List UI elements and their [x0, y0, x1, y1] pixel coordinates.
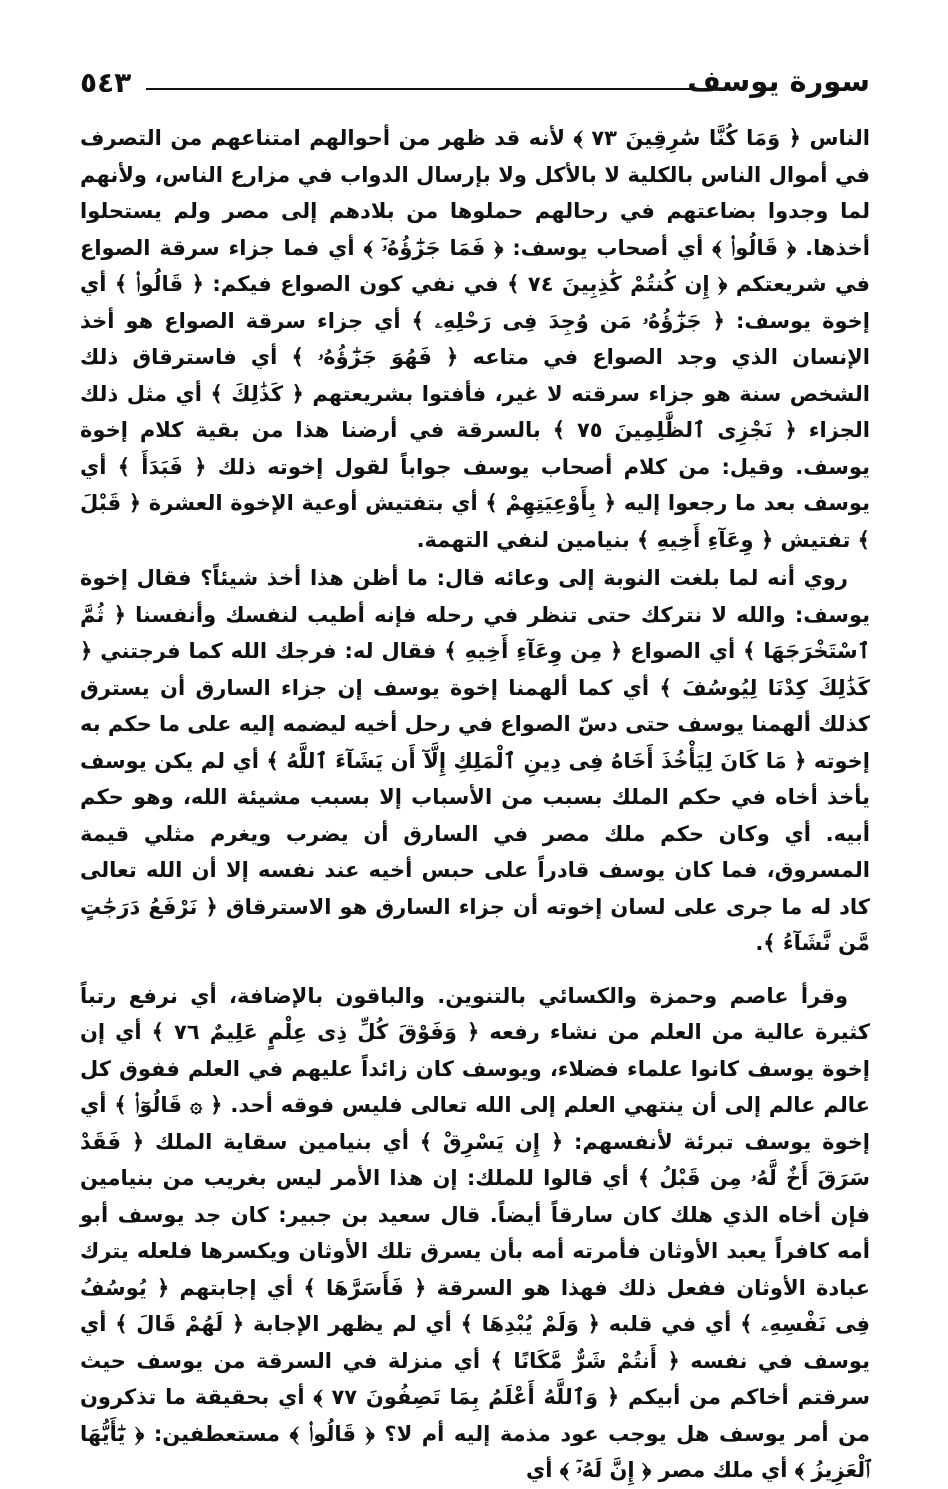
paragraph-1: الناس ﴿ وَمَا كُنَّا سَٰرِقِينَ ٧٣ ﴾ لأنه قد ظهر من أحوالهم امتناعهم من التصرف في أموال الناس بالكلية لا بالأكل ولا بإرسال الدواب في مزارع الناس، ولأنهم لما وجدوا بضاعتهم في رحالهم حملوها من بلادهم إلى مصر ولم يستحلوا أخذها. ﴿ قَالُوا۟ ﴾ أي أصحاب يوسف: ﴿ فَمَا جَزَٰٓؤُهُۥٓ ﴾ أي فما جزاء سرقة الصواع في شريعتكم ﴿ إِن كُنتُمْ كَٰذِبِينَ ٧٤ ﴾ في نفي كون الصواع فيكم: ﴿ قَالُوا۟ ﴾ أي إخوة يوسف: ﴿ جَزَٰٓؤُهُۥ مَن وُجِدَ فِى رَحْلِهِۦ ﴾ أي جزاء سرقة الصواع هو أخذ الإنسان الذي وجد الصواع في متاعه ﴿ فَهُوَ جَزَٰٓؤُهُۥ ﴾ أي فاسترقاق ذلك الشخص سنة هو جزاء سرقته لا غير، فأفتوا بشريعتهم ﴿ كَذَٰلِكَ ﴾ أي مثل ذلك الجزاء ﴿ نَجْزِى ٱلظَّٰلِمِينَ ٧٥ ﴾ بالسرقة في أرضنا هذا من بقية كلام إخوة يوسف. وقيل: من كلام أصحاب يوسف جواباً لقول إخوته ذلك ﴿ فَبَدَأَ ﴾ أي يوسف بعد ما رجعوا إليه ﴿ بِأَوْعِيَتِهِمْ ﴾ أي بتفتيش أوعية الإخوة العشرة ﴿ قَبْلَ ﴾ تفتيش ﴿ وِعَآءِ أَخِيهِ ﴾ بنيامين لنفي التهمة.	[80, 126, 870, 552]
page-header	[80, 62, 870, 104]
chapter-title: سورة يوسف	[687, 64, 870, 98]
header-rule	[146, 88, 730, 90]
page-number: ٥٤٣	[80, 66, 132, 99]
paragraph-2: روي أنه لما بلغت النوبة إلى وعائه قال: ما أظن هذا أخذ شيئاً؟ فقال إخوة يوسف: والله لا نتركك حتى تنظر في رحله فإنه أطيب لنفسك وأنفسنا ﴿ ثُمَّ ٱسْتَخْرَجَهَا ﴾ أي الصواع ﴿ مِن وِعَآءِ أَخِيهِ ﴾ فقال له: فرجك الله كما فرجتني ﴿ كَذَٰلِكَ كِدْنَا لِيُوسُفَ ﴾ أي كما ألهمنا إخوة يوسف إن جزاء السارق أن يسترق كذلك ألهمنا يوسف حتى دسّ الصواع في رحل أخيه ليضمه إليه على ما حكم به إخوته ﴿ مَا كَانَ لِيَأْخُذَ أَخَاهُ فِى دِينِ ٱلْمَلِكِ إِلَّآ أَن يَشَآءَ ٱللَّهُ ﴾ أي لم يكن يوسف يأخذ أخاه في حكم الملك بسبب من الأسباب إلا بسبب مشيئة الله، وهو حكم أبيه. أي وكان حكم ملك مصر في السارق أن يضرب ويغرم مثلي قيمة المسروق، فما كان يوسف قادراً على حبس أخيه عند نفسه إلا أن الله تعالى كاد له ما جرى على لسان إخوته أن جزاء السارق هو الاسترقاق ﴿ نَرْفَعُ دَرَجَٰتٍ مَّن نَّشَآءُ ﴾.	[80, 566, 870, 955]
page-body	[80, 120, 870, 1489]
paragraph-3: وقرأ عاصم وحمزة والكسائي بالتنوين. والباقون بالإضافة، أي نرفع رتباً كثيرة عالية من العلم من نشاء رفعه ﴿ وَفَوْقَ كُلِّ ذِى عِلْمٍ عَلِيمٌ ٧٦ ﴾ أي إن إخوة يوسف كانوا علماء فضلاء، ويوسف كان زائداً عليهم في العلم ففوق كل عالم عالم إلى أن ينتهي العلم إلى الله تعالى فليس فوقه أحد. ﴿ ۞ قَالُوٓا۟ ﴾ أي إخوة يوسف تبرئة لأنفسهم: ﴿ إِن يَسْرِقْ ﴾ أي بنيامين سقاية الملك ﴿ فَقَدْ سَرَقَ أَخٌ لَّهُۥ مِن قَبْلُ ﴾ أي قالوا للملك: إن هذا الأمر ليس بغريب من بنيامين فإن أخاه الذي هلك كان سارقاً أيضاً. قال سعيد بن جبير: كان جد يوسف أبو أمه كافراً يعبد الأوثان فأمرته أمه بأن يسرق تلك الأوثان ويكسرها فلعله يترك عبادة الأوثان ففعل ذلك فهذا هو السرقة ﴿ فَأَسَرَّهَا ﴾ أي إجابتهم ﴿ يُوسُفُ فِى نَفْسِهِۦ ﴾ أي في قلبه ﴿ وَلَمْ يُبْدِهَا ﴾ أي لم يظهر الإجابة ﴿ لَهُمْ قَالَ ﴾ أي يوسف في نفسه ﴿ أَنتُمْ شَرٌّ مَّكَانًا ﴾ أي منزلة في السرقة من يوسف حيث سرقتم أخاكم من أبيكم ﴿ وَٱللَّهُ أَعْلَمُ بِمَا تَصِفُونَ ٧٧ ﴾ أي بحقيقة ما تذكرون من أمر يوسف هل يوجب عود مذمة إليه أم لا؟ ﴿ قَالُوا۟ ﴾ مستعطفين: ﴿ يَٰٓأَيُّهَا ٱلْعَزِيزُ ﴾ أي ملك مصر ﴿ إِنَّ لَهُۥٓ ﴾ أي	[80, 983, 871, 1482]
